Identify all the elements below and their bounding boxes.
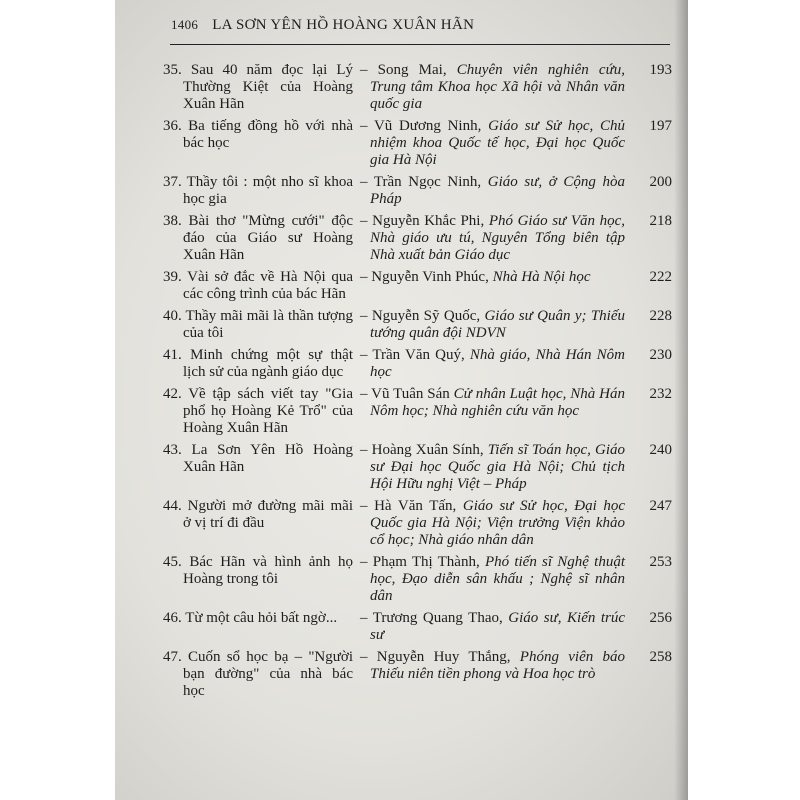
author-role: Phó Giáo sư Văn học, Nhà giáo ưu tú, Nguyên Tổng biên tập Nhà xuất bản Giáo dục	[370, 213, 625, 263]
entry-page-number: 193	[649, 62, 672, 78]
toc-entry	[163, 269, 673, 303]
author-name: Nguyễn Sỹ Quốc,	[371, 308, 481, 324]
author-name: Trương Quang Thao,	[372, 610, 503, 626]
entry-author: – Vũ Tuân Sán Cử nhân Luật học, Nhà Hán Nôm học; Nhà nghiên cứu văn học	[360, 386, 625, 419]
entry-author: – Trần Văn Quý, Nhà giáo, Nhà Hán Nôm học	[360, 347, 626, 380]
entry-author: – Hoàng Xuân Sính, Tiến sĩ Toán học, Giáo sư Đại học Quốc gia Hà Nội; Chủ tịch Hội Hữu nghị Việt – Pháp	[360, 442, 626, 492]
entry-title: 44. Người mở đường mãi mãi ở vị trí đi đầu	[163, 498, 353, 531]
entry-page-number: 222	[649, 269, 672, 285]
author-name: Vũ Tuân Sán	[371, 386, 450, 402]
entry-author: – Trương Quang Thao, Giáo sư, Kiến trúc sư	[360, 610, 626, 643]
entry-title: 37. Thầy tôi : một nho sĩ khoa học gia	[163, 174, 353, 207]
entry-author: – Nguyễn Khắc Phi, Phó Giáo sư Văn học, Nhà giáo ưu tú, Nguyên Tổng biên tập Nhà xuất bản Giáo dục	[360, 213, 625, 263]
toc-entry	[163, 213, 673, 264]
toc-entry	[163, 649, 673, 700]
entry-title: 42. Về tập sách viết tay "Gia phổ họ Hoàng Kẻ Trổ" của Hoàng Xuân Hãn	[163, 386, 353, 436]
toc-entry	[163, 347, 673, 381]
entry-title: 47. Cuốn sổ học bạ – "Người bạn đường" của nhà bác học	[163, 649, 353, 699]
entry-author: – Nguyễn Sỹ Quốc, Giáo sư Quân y; Thiếu tướng quân đội NDVN	[360, 308, 625, 341]
toc-entry	[163, 554, 673, 605]
author-role: Giáo sư Sử học, Đại học Quốc gia Hà Nội; Viện trưởng Viện khảo cổ học; Nhà giáo nhân dân	[370, 498, 626, 548]
entry-page-number: 228	[649, 308, 672, 324]
entry-title: 43. La Sơn Yên Hồ Hoàng Xuân Hãn	[163, 442, 353, 475]
toc-entry	[163, 610, 673, 644]
author-role: Cử nhân Luật học, Nhà Hán Nôm học; Nhà nghiên cứu văn học	[370, 386, 625, 419]
author-role: Giáo sư Sử học, Chủ nhiệm khoa Quốc tế học, Đại học Quốc gia Hà Nội	[370, 118, 626, 168]
author-name: Hoàng Xuân Sính,	[371, 442, 484, 458]
entry-title: 39. Vài sở đắc về Hà Nội qua các công trình của bác Hãn	[163, 269, 353, 302]
book-page	[115, 0, 688, 800]
entry-page-number: 218	[649, 213, 672, 229]
entry-author: – Trần Ngọc Ninh, Giáo sư, ở Cộng hòa Pháp	[360, 174, 626, 207]
entry-author: – Phạm Thị Thành, Phó tiến sĩ Nghệ thuật học, Đạo diễn sân khấu ; Nghệ sĩ nhân dân	[360, 554, 626, 604]
entry-page-number: 258	[649, 649, 672, 665]
entry-author: – Nguyễn Vinh Phúc, Nhà Hà Nội học	[360, 269, 591, 285]
toc-entry	[163, 442, 673, 493]
author-role: Nhà Hà Nội học	[492, 269, 591, 285]
header-rule	[170, 44, 670, 45]
entry-page-number: 247	[649, 498, 672, 514]
toc-entry	[163, 498, 673, 549]
entry-page-number: 200	[649, 174, 672, 190]
entry-title: 35. Sau 40 năm đọc lại Lý Thường Kiệt của Hoàng Xuân Hãn	[163, 62, 353, 112]
author-name: Nguyễn Khắc Phi,	[372, 213, 485, 229]
entry-page-number: 253	[649, 554, 672, 570]
entry-title: 40. Thầy mãi mãi là thần tượng của tôi	[163, 308, 353, 341]
author-role: Giáo sư, Kiến trúc sư	[370, 610, 626, 643]
entry-page-number: 240	[649, 442, 672, 458]
table-of-contents	[163, 62, 673, 705]
author-role: Nhà giáo, Nhà Hán Nôm học	[370, 347, 626, 380]
running-title: LA SƠN YÊN HỒ HOÀNG XUÂN HÃN	[212, 17, 475, 33]
author-role: Tiến sĩ Toán học, Giáo sư Đại học Quốc gia Hà Nội; Chủ tịch Hội Hữu nghị Việt – Pháp	[370, 442, 626, 492]
author-name: Phạm Thị Thành,	[372, 554, 480, 570]
entry-author: – Hà Văn Tấn, Giáo sư Sử học, Đại học Quốc gia Hà Nội; Viện trưởng Viện khảo cổ học; Nhà giáo nhân dân	[360, 498, 626, 548]
author-name: Nguyễn Huy Thắng,	[376, 649, 511, 665]
entry-title: 41. Minh chứng một sự thật lịch sử của ngành giáo dục	[163, 347, 353, 380]
entry-author: – Vũ Dương Ninh, Giáo sư Sử học, Chủ nhiệm khoa Quốc tế học, Đại học Quốc gia Hà Nội	[360, 118, 626, 168]
author-name: Trần Văn Quý,	[372, 347, 465, 363]
author-role: Giáo sư, ở Cộng hòa Pháp	[370, 174, 626, 207]
author-name: Vũ Dương Ninh,	[373, 118, 482, 134]
author-name: Hà Văn Tấn,	[374, 498, 457, 514]
entry-author: – Nguyễn Huy Thắng, Phóng viên báo Thiếu niên tiền phong và Hoa học trò	[360, 649, 626, 682]
author-role: Phó tiến sĩ Nghệ thuật học, Đạo diễn sân khấu ; Nghệ sĩ nhân dân	[370, 554, 626, 604]
toc-entry	[163, 174, 673, 208]
entry-title: 36. Ba tiếng đồng hồ với nhà bác học	[163, 118, 353, 151]
entry-page-number: 197	[649, 118, 672, 134]
author-role: Phóng viên báo Thiếu niên tiền phong và Hoa học trò	[370, 649, 626, 682]
author-role: Giáo sư Quân y; Thiếu tướng quân đội NDVN	[370, 308, 625, 341]
page-number: 1406	[171, 17, 199, 32]
entry-page-number: 230	[649, 347, 672, 363]
entry-title: 45. Bác Hãn và hình ảnh họ Hoàng trong tôi	[163, 554, 353, 587]
toc-entry	[163, 386, 673, 437]
entry-title: 46. Từ một câu hỏi bất ngờ...	[163, 610, 338, 626]
entry-page-number: 256	[649, 610, 672, 626]
author-name: Song Mai,	[377, 62, 447, 78]
toc-entry	[163, 118, 673, 169]
author-name: Trần Ngọc Ninh,	[373, 174, 482, 190]
running-header	[171, 16, 474, 34]
toc-entry	[163, 308, 673, 342]
toc-entry	[163, 62, 673, 113]
author-name: Nguyễn Vinh Phúc,	[371, 269, 489, 285]
entry-page-number: 232	[649, 386, 672, 402]
author-role: Chuyên viên nghiên cứu, Trung tâm Khoa học Xã hội và Nhân văn quốc gia	[370, 62, 626, 112]
entry-title: 38. Bài thơ "Mừng cưới" độc đáo của Giáo sư Hoàng Xuân Hãn	[163, 213, 353, 263]
entry-author: – Song Mai, Chuyên viên nghiên cứu, Trung tâm Khoa học Xã hội và Nhân văn quốc gia	[360, 62, 626, 112]
